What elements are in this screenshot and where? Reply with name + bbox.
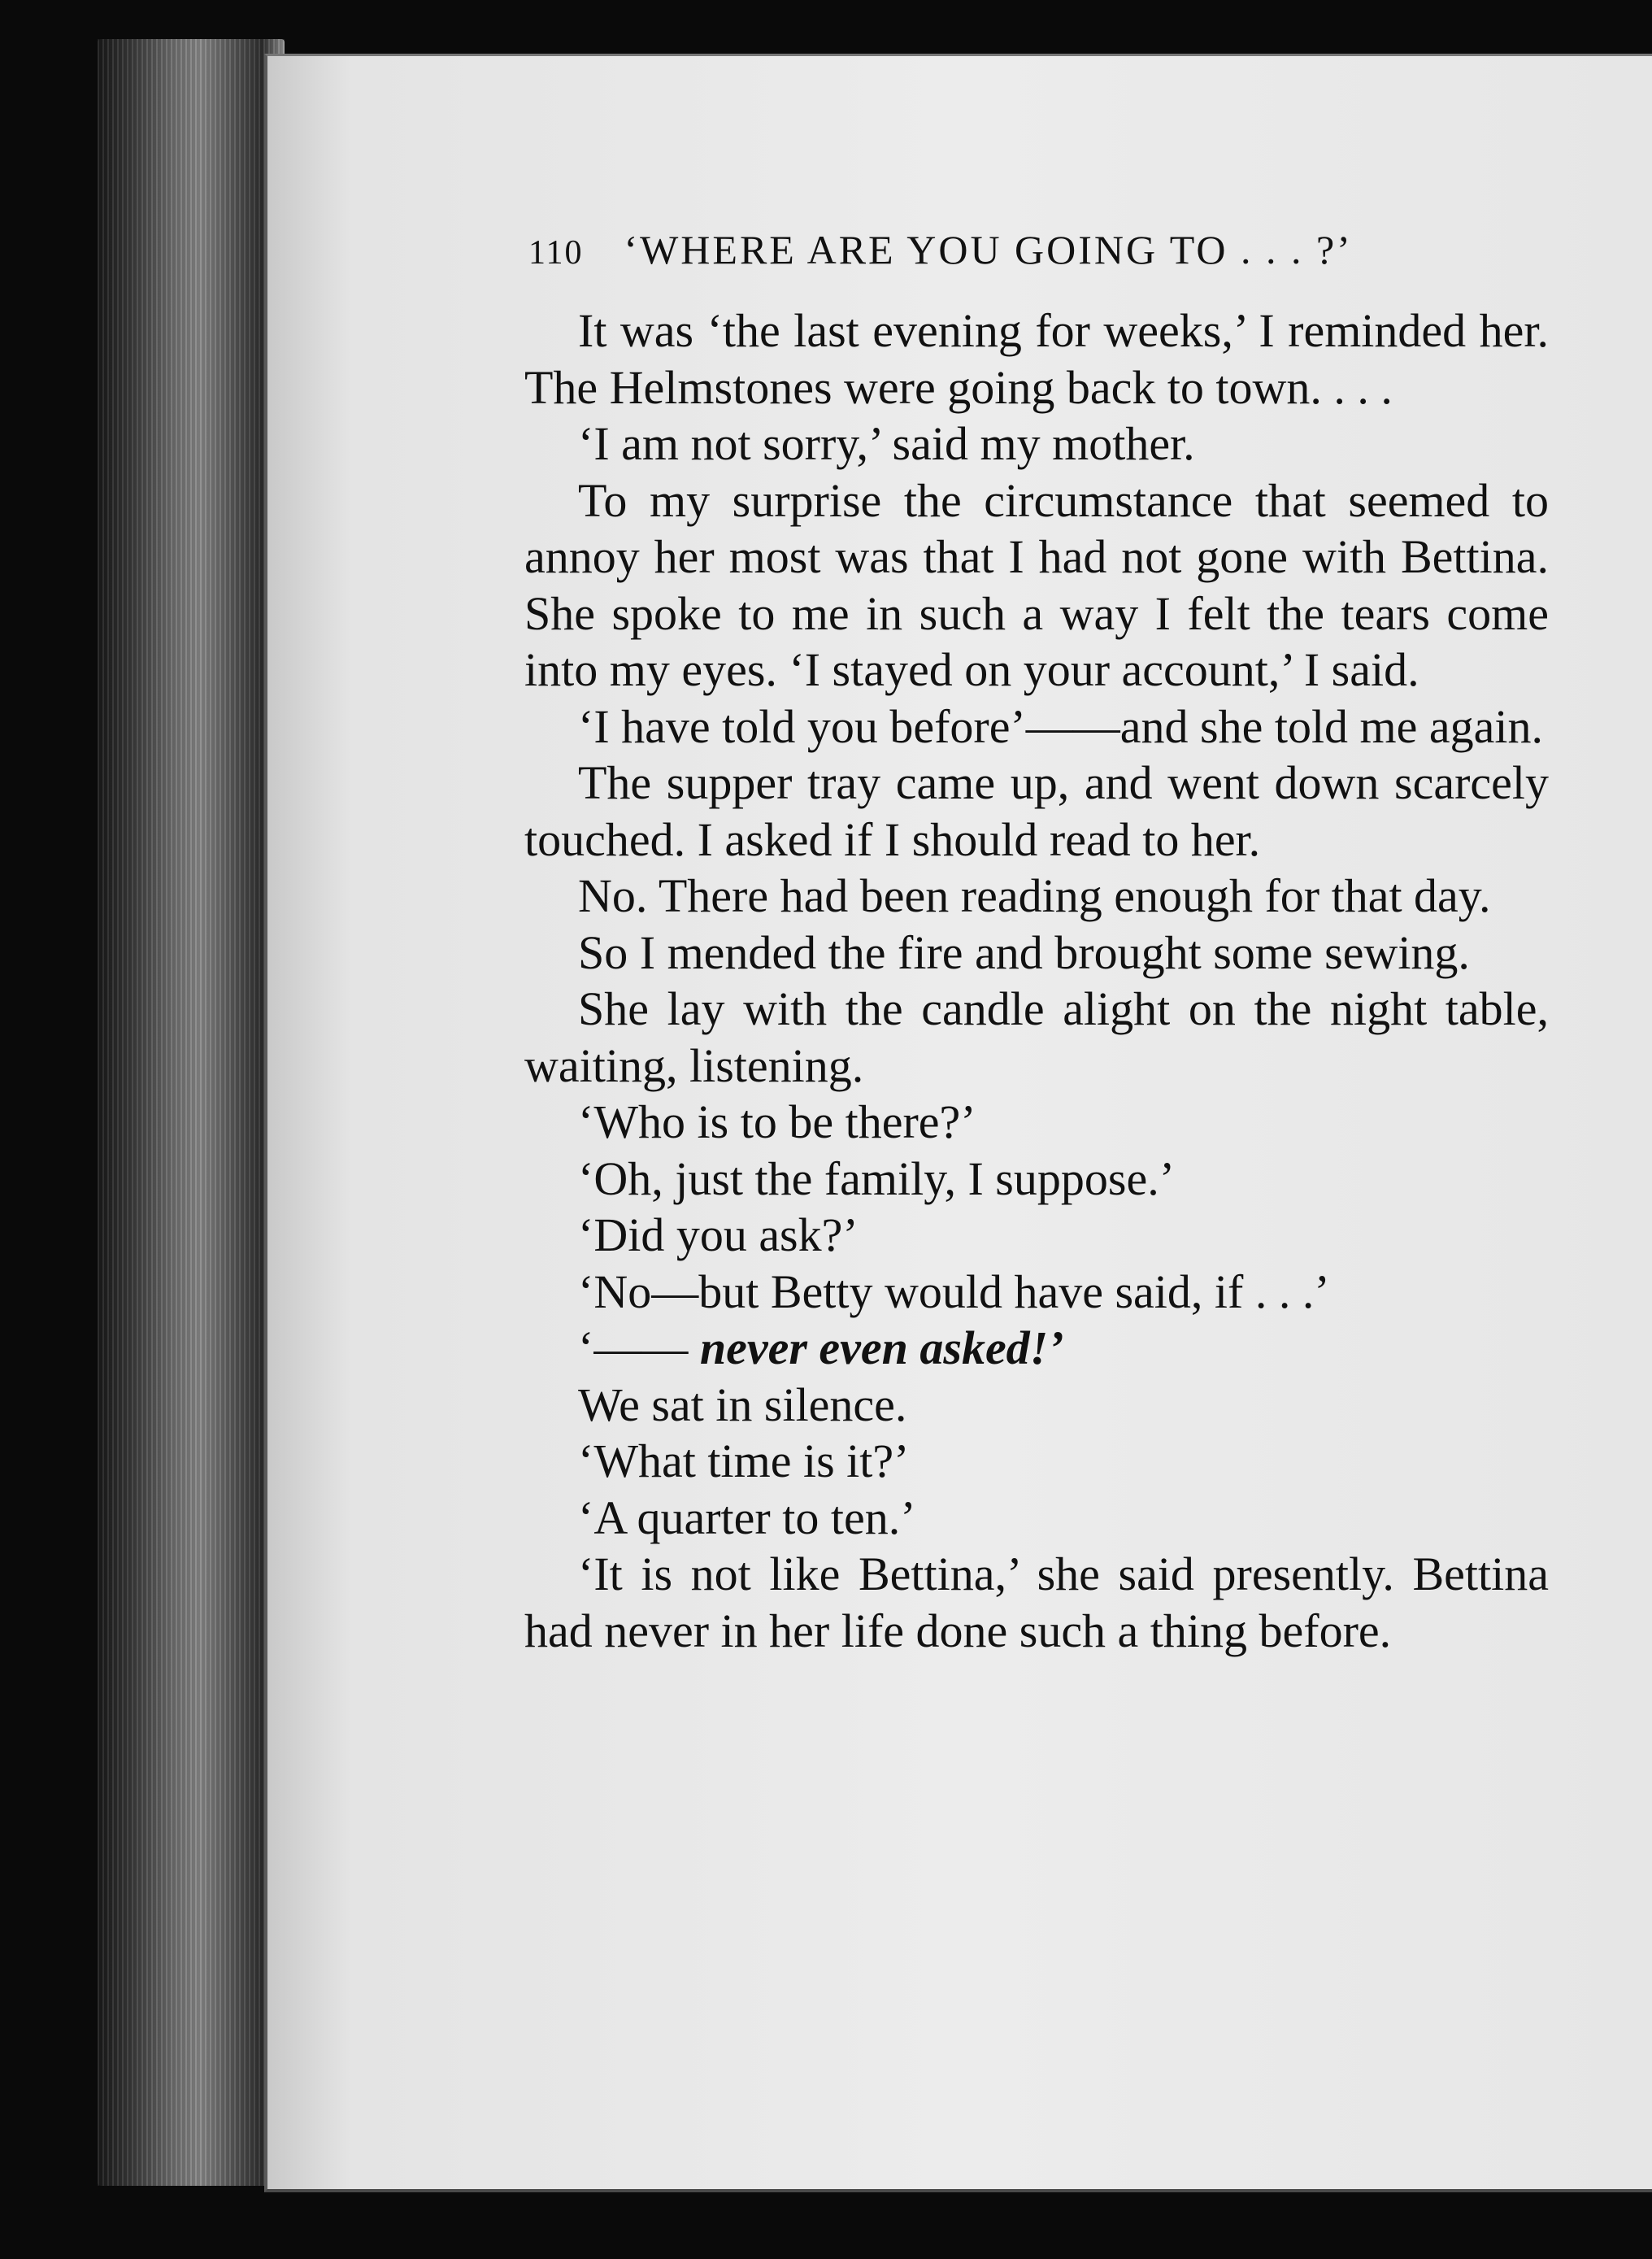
paragraph: It was ‘the last evening for weeks,’ I reminded her. The Helmstones were going back to town. . . . xyxy=(524,304,1549,414)
paragraph: ‘No—but Betty would have said, if . . .’ xyxy=(578,1264,1330,1318)
running-title: ‘WHERE ARE YOU GOING TO . . . ?’ xyxy=(624,227,1353,272)
italic-paragraph xyxy=(524,1320,1549,1377)
italic-emphasis: never even asked!’ xyxy=(688,1321,1064,1374)
paragraph: We sat in silence. xyxy=(578,1378,907,1431)
paragraph: ‘Did you ask?’ xyxy=(578,1208,859,1261)
paragraph: ‘Who is to be there?’ xyxy=(578,1095,976,1148)
paragraph: ‘It is not like Bettina,’ she said presently. Bettina had never in her life done such a thing before. xyxy=(524,1547,1549,1657)
paragraph: The supper tray came up, and went down scarcely touched. I asked if I should read to her. xyxy=(524,756,1549,866)
body-text xyxy=(524,303,1549,1659)
running-head xyxy=(528,226,1353,273)
paragraph: To my surprise the circumstance that seemed to annoy her most was that I had not gone with Bettina. She spoke to me in such a way I felt the tears come into my eyes. ‘I stayed on your account,’ I said. xyxy=(524,473,1549,696)
paragraph: So I mended the fire and brought some sewing. xyxy=(578,925,1470,979)
paragraph: ‘I have told you before’——and she told me again. xyxy=(578,699,1544,753)
paragraph: ‘I am not sorry,’ said my mother. xyxy=(578,417,1195,470)
book-edge xyxy=(98,39,285,2186)
paragraph: She lay with the candle alight on the night table, waiting, listening. xyxy=(524,982,1549,1092)
italic-prefix: ‘—— xyxy=(578,1321,689,1374)
paragraph: ‘Oh, just the family, I suppose.’ xyxy=(578,1151,1176,1205)
page-number: 110 xyxy=(528,234,584,272)
paragraph: No. There had been reading enough for that day. xyxy=(578,869,1491,922)
paragraph: ‘A quarter to ten.’ xyxy=(578,1491,916,1544)
paragraph: ‘What time is it?’ xyxy=(578,1434,910,1487)
